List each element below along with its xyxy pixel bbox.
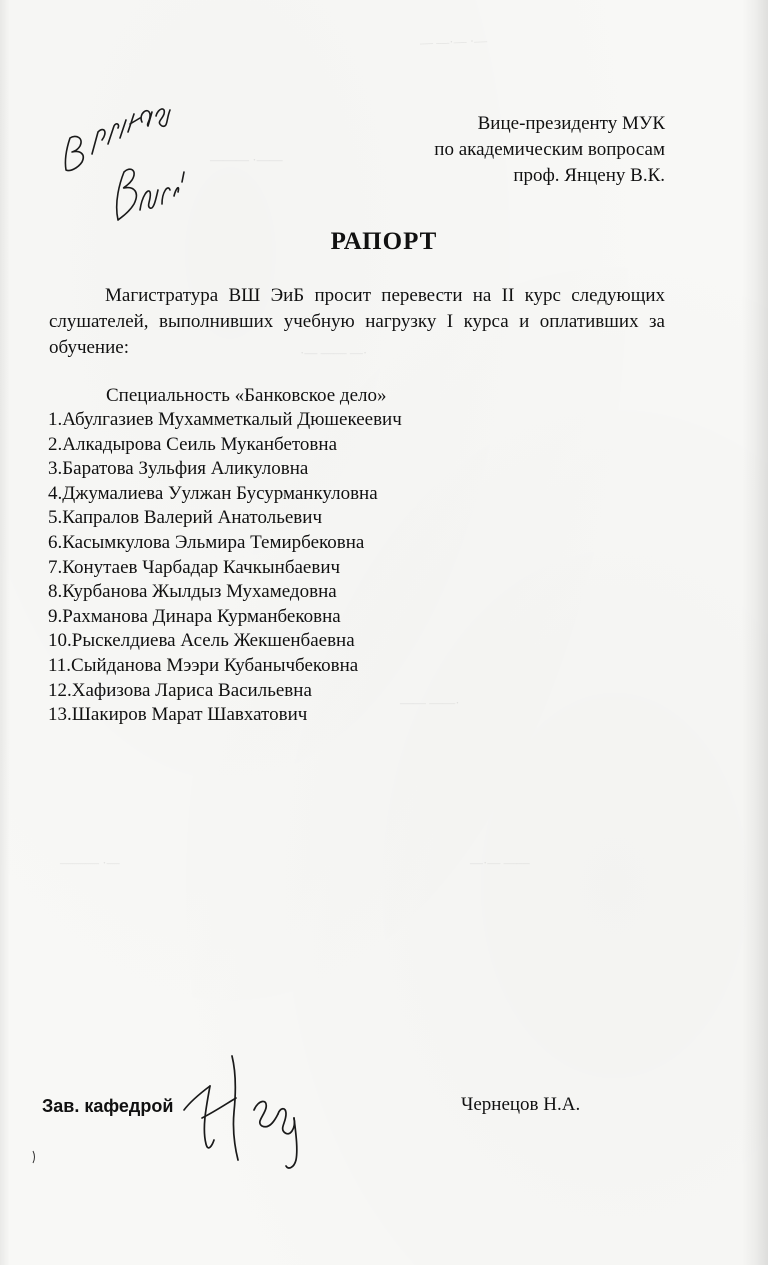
scan-speck bbox=[30, 1150, 38, 1164]
handwritten-signature bbox=[180, 1048, 320, 1174]
bleed-through-mark: —·— —— bbox=[470, 855, 530, 870]
list-item: 4.Джумалиева Уулжан Бусурманкуловна bbox=[48, 482, 378, 504]
list-item: 3.Баратова Зульфия Аликуловна bbox=[48, 458, 309, 480]
list-item: 2.Алкадырова Сеиль Муканбетовна bbox=[48, 433, 338, 455]
document-title: РАПОРТ bbox=[330, 228, 438, 255]
list-item: 1.Абулгазиев Мухамметкалый Дюшекеевич bbox=[48, 409, 402, 430]
specialty-heading: Специальность «Банковское дело» bbox=[106, 385, 387, 406]
addressee-block bbox=[434, 111, 665, 189]
list-item: 8.Курбанова Жылдыз Мухамедовна bbox=[48, 581, 337, 603]
bleed-through-mark: ·— —— —· bbox=[300, 345, 368, 360]
list-item: 9.Рахманова Динара Курманбековна bbox=[48, 605, 341, 627]
body-paragraph: Магистратура ВШ ЭиБ просит перевести на II курс следующих слушателей, выполнивших учебную нагрузку I курса и оплативших за обучение: bbox=[49, 285, 665, 358]
bleed-through-mark: — —·— ·— bbox=[419, 32, 488, 51]
addressee-line: по академическим вопросам bbox=[434, 139, 665, 160]
list-item: 13.Шакиров Марат Шавхатович bbox=[48, 704, 308, 726]
handwritten-resolution bbox=[58, 92, 198, 224]
list-item: 11.Сыйданова Мээри Кубанычбековна bbox=[48, 654, 359, 676]
signatory-role: Зав. кафедрой bbox=[42, 1096, 174, 1116]
bleed-through-mark: —— ——· bbox=[400, 695, 460, 710]
addressee-line: проф. Янцену В.К. bbox=[513, 165, 665, 186]
list-item: 7.Конутаев Чарбадар Качкынбаевич bbox=[48, 556, 341, 578]
list-item: 6.Касымкулова Эльмира Темирбековна bbox=[48, 531, 365, 553]
list-item: 10.Рыскелдиева Асель Жекшенбаевна bbox=[48, 630, 355, 652]
addressee-line: Вице-президенту МУК bbox=[477, 113, 665, 134]
bleed-through-mark: ——— ·—— bbox=[210, 152, 283, 167]
bleed-through-mark: ——— ·— bbox=[60, 855, 120, 870]
student-list bbox=[48, 408, 402, 728]
signatory-name: Чернецов Н.А. bbox=[461, 1094, 581, 1115]
scan-edge-left bbox=[0, 0, 10, 1265]
list-item: 12.Хафизова Лариса Васильевна bbox=[48, 679, 312, 701]
scan-edge-right bbox=[742, 0, 768, 1265]
list-item: 5.Капралов Валерий Анатольевич bbox=[48, 507, 323, 529]
